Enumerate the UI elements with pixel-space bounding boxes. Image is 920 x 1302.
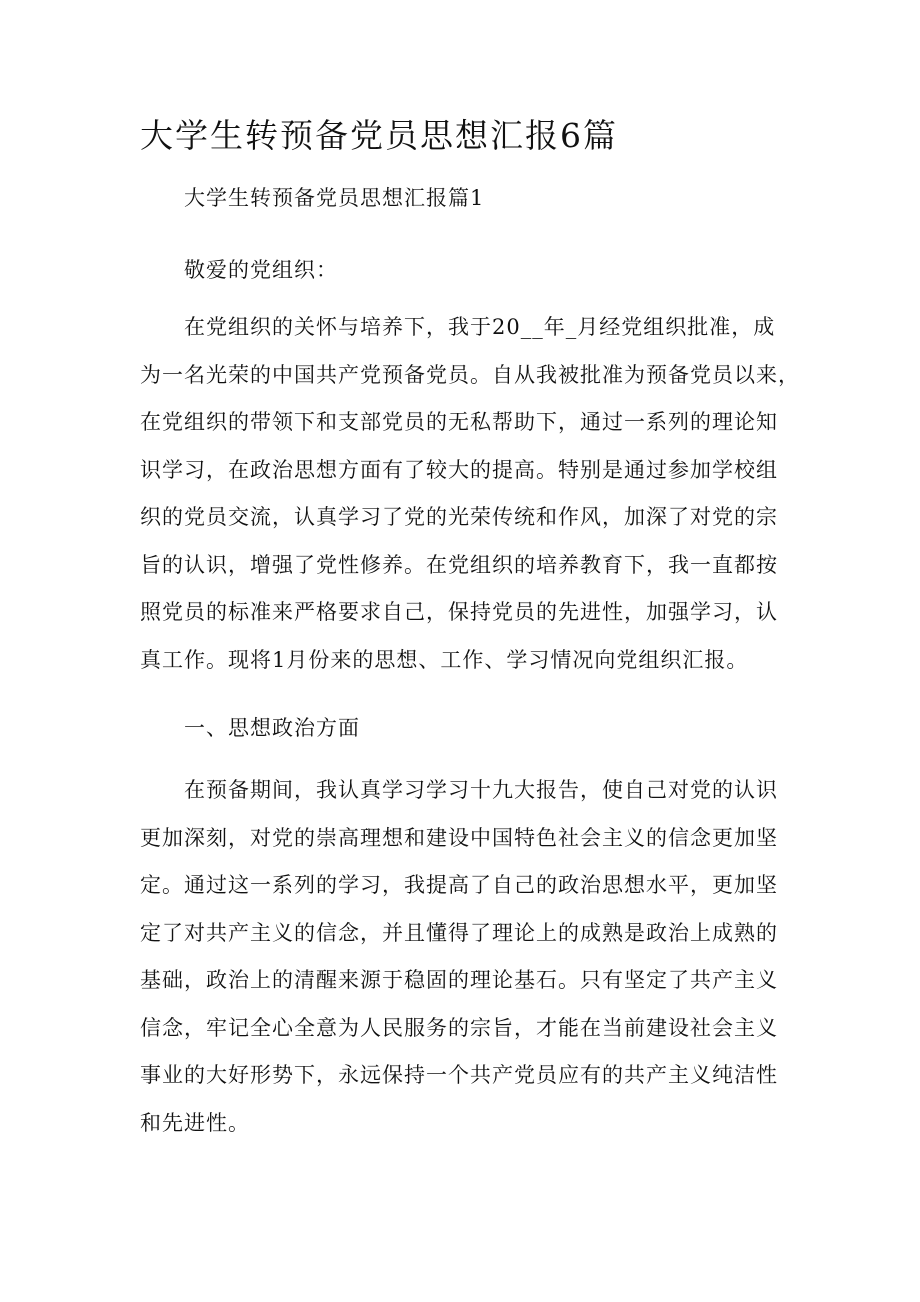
- paragraph-1-line: 真工作。现将1月份来的思想、工作、学习情况向党组织汇报。: [140, 647, 749, 672]
- document-title: 大学生转预备党员思想汇报6篇: [140, 116, 618, 155]
- paragraph-2-line: 更加深刻，对党的崇高理想和建设中国特色社会主义的信念更加坚: [140, 825, 778, 850]
- paragraph-1-line: 在党组织的带领下和支部党员的无私帮助下，通过一系列的理论知: [140, 410, 778, 434]
- paragraph-2-line: 定了对共产主义的信念，并且懂得了理论上的成熟是政治上成熟的: [140, 920, 778, 945]
- paragraph-2-line: 信念，牢记全心全意为人民服务的宗旨，才能在当前建设社会主义: [140, 1015, 778, 1040]
- paragraph-1-line: 为一名光荣的中国共产党预备党员。自从我被批准为预备党员以来，: [140, 362, 800, 387]
- paragraph-2: [140, 767, 780, 1147]
- salutation: 敬爱的党组织：: [184, 258, 338, 282]
- section-subtitle: 大学生转预备党员思想汇报篇1: [184, 186, 485, 210]
- paragraph-1-line: 在党组织的关怀与培养下，我于20__年_月经党组织批准，成: [184, 315, 776, 339]
- paragraph-2-line: 和先进性。: [140, 1110, 250, 1135]
- paragraph-1-line: 织的党员交流，认真学习了党的光荣传统和作风，加深了对党的宗: [140, 505, 778, 529]
- paragraph-1-line: 识学习，在政治思想方面有了较大的提高。特别是通过参加学校组: [140, 457, 778, 482]
- paragraph-2-line: 定。通过这一系列的学习，我提高了自己的政治思想水平，更加坚: [140, 873, 778, 897]
- paragraph-1: [140, 304, 800, 684]
- paragraph-2-line: 事业的大好形势下，永远保持一个共产党员应有的共产主义纯洁性: [140, 1063, 778, 1087]
- paragraph-1-line: 照党员的标准来严格要求自己，保持党员的先进性，加强学习，认: [140, 600, 778, 624]
- paragraph-2-line: 在预备期间，我认真学习学习十九大报告，使自己对党的认识: [184, 778, 778, 802]
- section-heading-1: 一、思想政治方面: [184, 716, 360, 740]
- paragraph-1-line: 旨的认识，增强了党性修养。在党组织的培养教育下，我一直都按: [140, 552, 778, 577]
- paragraph-2-line: 基础，政治上的清醒来源于稳固的理论基石。只有坚定了共产主义: [140, 968, 778, 992]
